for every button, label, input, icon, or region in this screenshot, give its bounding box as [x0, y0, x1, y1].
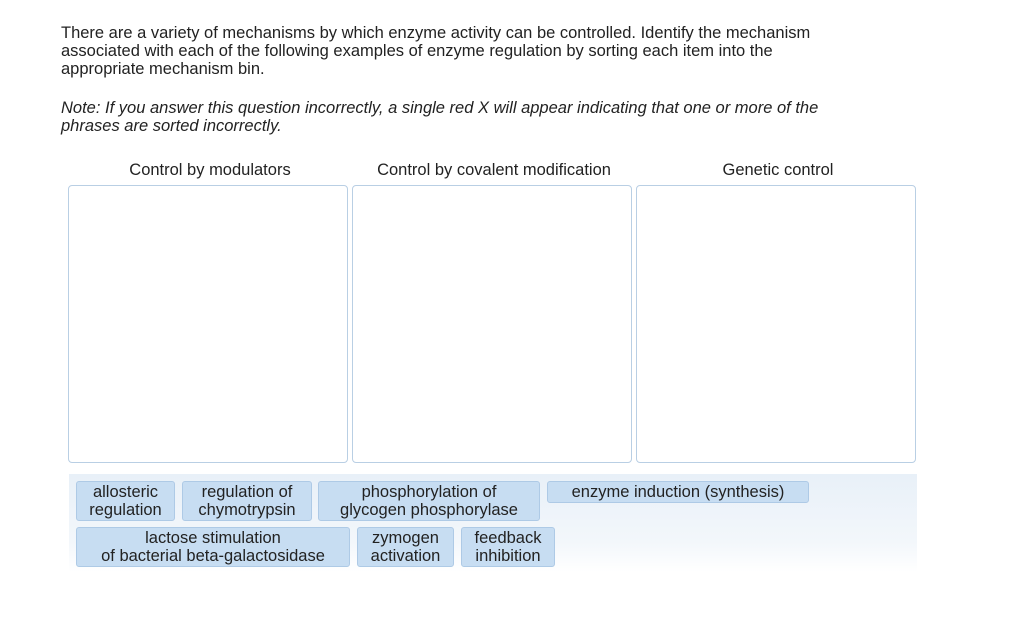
instructions-text — [61, 24, 961, 78]
bin-genetic-control[interactable] — [636, 185, 916, 463]
item-label: regulation of — [201, 483, 293, 501]
item-phosphorylation-of-glycogen-phosphorylase[interactable] — [318, 481, 540, 521]
bin-header-covalent-modification: Control by covalent modification — [377, 161, 611, 179]
instructions-line-3: appropriate mechanism bin. — [61, 60, 265, 78]
item-label: inhibition — [475, 547, 541, 565]
item-feedback-inhibition[interactable] — [461, 527, 555, 567]
item-label: regulation — [89, 501, 162, 519]
item-regulation-of-chymotrypsin[interactable] — [182, 481, 312, 521]
item-label: glycogen phosphorylase — [340, 501, 518, 519]
item-label: activation — [370, 547, 441, 565]
item-label: feedback — [474, 529, 542, 547]
item-label: lactose stimulation — [145, 529, 281, 547]
bin-modulators[interactable] — [68, 185, 348, 463]
item-label: allosteric — [92, 483, 159, 501]
note-line-2: phrases are sorted incorrectly. — [61, 117, 282, 135]
instructions-line-2: associated with each of the following examples of enzyme regulation by sorting each item into the — [61, 42, 773, 60]
item-label: chymotrypsin — [198, 501, 296, 519]
instructions-line-1: There are a variety of mechanisms by which enzyme activity can be controlled. Identify the mechanism — [61, 24, 811, 42]
note-line-1: Note: If you answer this question incorrectly, a single red X will appear indicating that one or more of the — [61, 99, 819, 117]
bin-header-modulators: Control by modulators — [129, 161, 291, 179]
item-enzyme-induction[interactable] — [547, 481, 809, 503]
item-lactose-stimulation[interactable] — [76, 527, 350, 567]
item-label: of bacterial beta-galactosidase — [101, 547, 325, 565]
item-label: phosphorylation of — [361, 483, 497, 501]
item-allosteric-regulation[interactable] — [76, 481, 175, 521]
item-label: enzyme induction (synthesis) — [571, 483, 785, 501]
note-text — [61, 99, 961, 135]
bin-header-genetic-control: Genetic control — [722, 161, 834, 179]
item-zymogen-activation[interactable] — [357, 527, 454, 567]
item-label: zymogen — [372, 529, 439, 547]
bin-covalent-modification[interactable] — [352, 185, 632, 463]
